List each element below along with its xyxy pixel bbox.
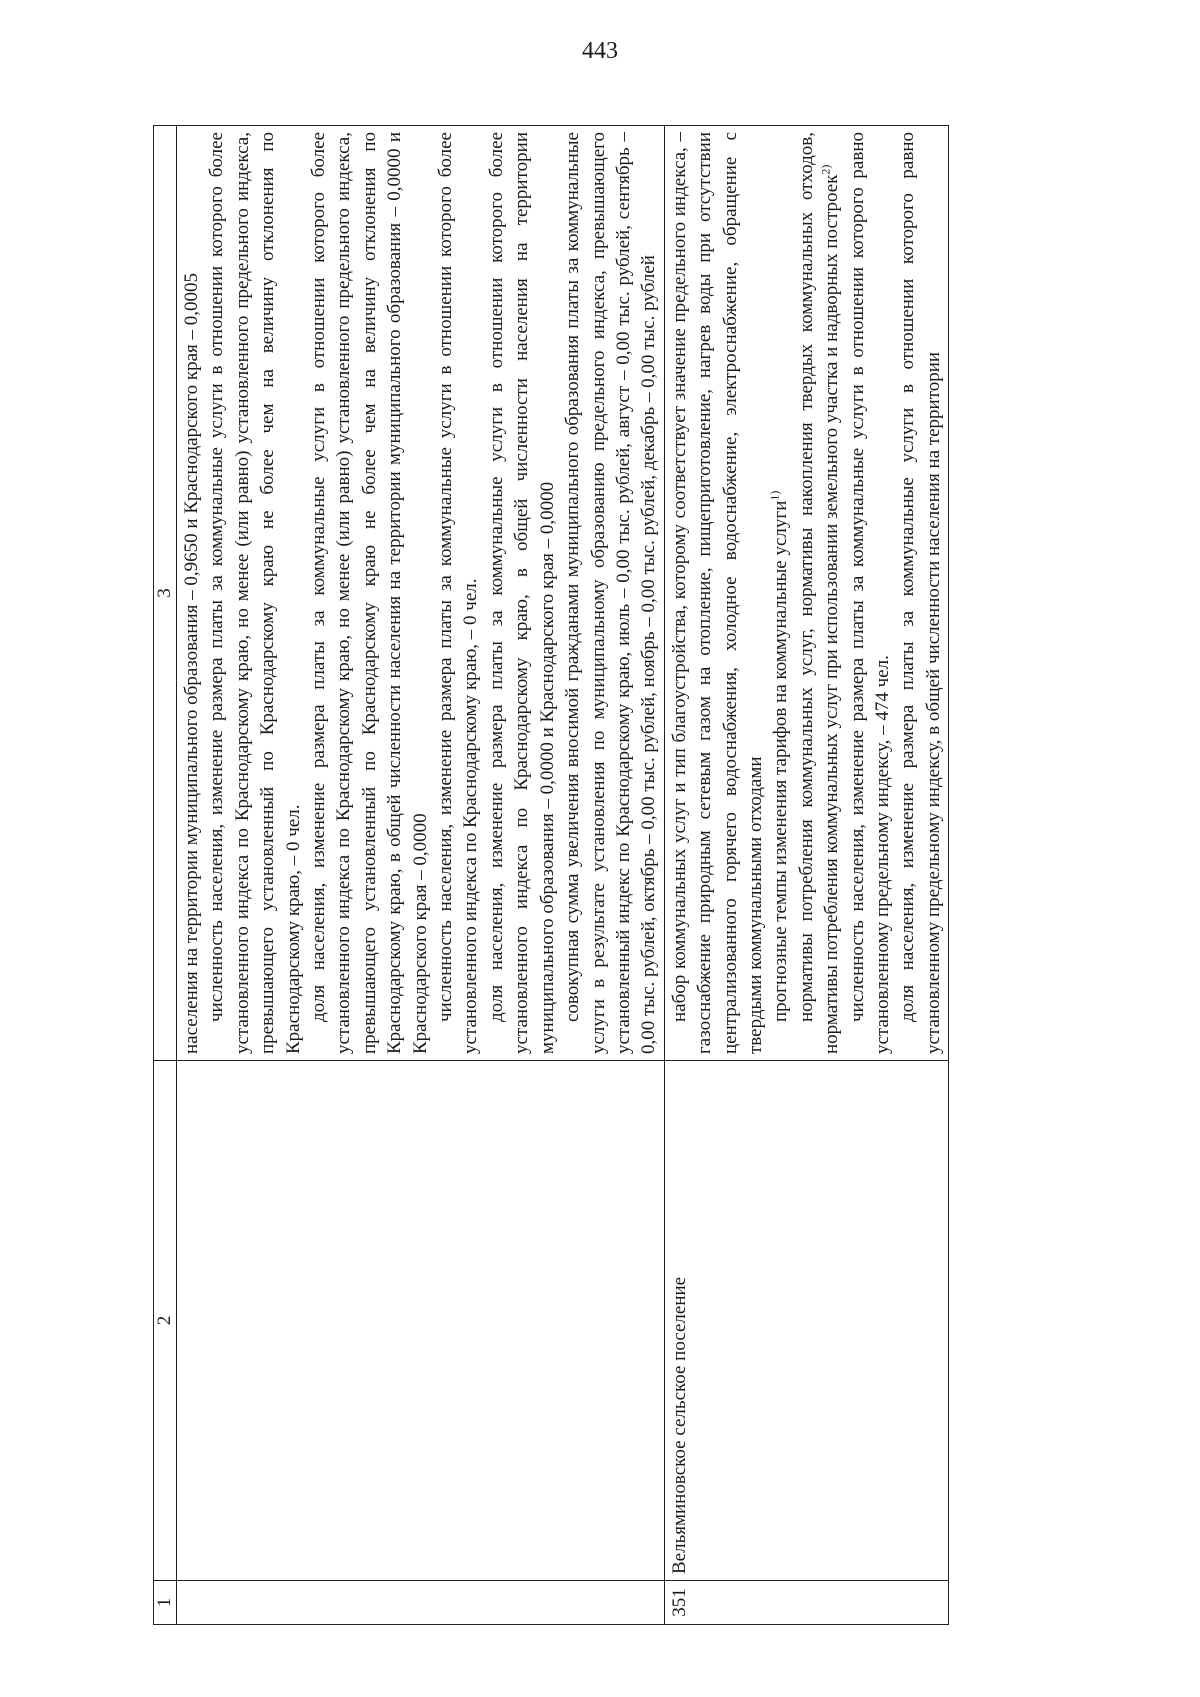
paragraph: численность населения, изменение размера платы за коммунальные услуги в отношении которого более установленного индекса по Краснодарскому краю, – 0 чел. — [435, 132, 482, 1054]
table-row — [177, 126, 665, 1625]
row-number-cell — [177, 1581, 665, 1625]
header-col-1: 1 — [154, 1581, 177, 1625]
paragraph-text: прогнозные темпы изменения тарифов на коммунальные услуги — [770, 500, 792, 1022]
row-name-cell — [177, 1061, 665, 1581]
paragraph: доля населения, изменение размера платы за коммунальные услуги в отношении которого более установленного индекса по Краснодарскому краю, но менее (или равно) установленного предельного индекса, превышающего установленный по Краснодарскому краю не более чем на величину отклонения по Краснодарскому краю, в общей численности населения на территории муниципального образования – 0,0000 и Краснодарского края – 0,0000 — [308, 132, 431, 1054]
footnote-mark: 2) — [818, 164, 833, 175]
paragraph — [768, 132, 793, 1054]
footnote-mark: 1) — [768, 490, 783, 501]
data-table — [153, 125, 949, 1625]
paragraph: набор коммунальных услуг и тип благоустройства, которому соответствует значение предельного индекса, – газоснабжение природным сетевым газом на отопление, пищеприготовление, нагрев воды при отсутствии централизованного горячего водоснабжения, холодное водоснабжение, электроснабжение, обращение с твердыми коммунальными отходами — [668, 132, 766, 1054]
header-col-2: 2 — [154, 1061, 177, 1581]
paragraph: численность населения, изменение размера платы за коммунальные услуги в отношении которого более установленного индекса по Краснодарскому краю, но менее (или равно) установленного предельного индекса, превышающего установленный по Краснодарскому краю не более чем на величину отклонения по Краснодарскому краю, – 0 чел. — [206, 132, 304, 1054]
row-number-cell: 351 — [664, 1581, 948, 1625]
paragraph: численность населения, изменение размера платы за коммунальные услуги в отношении которого равно установленному предельному индексу, – 474 чел. — [846, 132, 893, 1054]
table-header-row — [154, 126, 177, 1625]
row-content-cell — [177, 126, 665, 1061]
header-col-3: 3 — [154, 126, 177, 1061]
paragraph: совокупная сумма увеличения вносимой гражданами муниципального образования платы за коммунальные услуги в результате установления по муниципальному образованию предельного индекса, превышающего установленный индекс по Краснодарскому краю, июль – 0,00 тыс. рублей, август – 0,00 тыс. рублей, сентябрь – 0,00 тыс. рублей, октябрь – 0,00 тыс. рублей, ноябрь – 0,00 тыс. рублей, декабрь – 0,00 тыс. рублей — [562, 132, 660, 1054]
paragraph: доля населения, изменение размера платы за коммунальные услуги в отношении которого более установленного индекса по Краснодарскому краю, в общей численности населения на территории муниципального образования – 0,0000 и Краснодарского края – 0,0000 — [485, 132, 558, 1054]
row-content-cell — [664, 126, 948, 1061]
table-row — [664, 126, 948, 1625]
paragraph: доля населения, изменение размера платы за коммунальные услуги в отношении которого равно установленному предельному индексу, в общей численности населения на территории — [897, 132, 944, 1054]
row-name-cell: Вельяминовское сельское поселение — [664, 1061, 948, 1581]
rotated-table-frame — [153, 0, 1193, 1625]
paragraph: населения на территории муниципального образования – 0,9650 и Краснодарского края – 0,0005 — [181, 272, 202, 1054]
page-number: 443 — [582, 38, 618, 64]
paragraph — [794, 132, 845, 1054]
paragraph-text: нормативы потребления коммунальных услуг, нормативы накопления твердых коммунальных отходов, нормативы потребления коммунальных услуг при использовании земельного участка и надворных построек — [795, 132, 843, 1054]
